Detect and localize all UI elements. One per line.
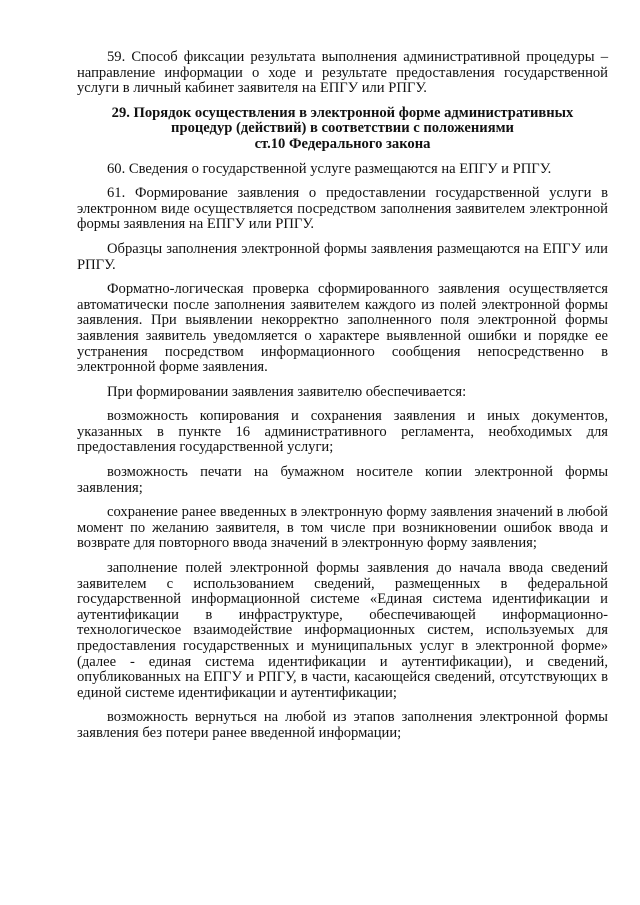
list-item-autofill: заполнение полей электронной формы заявления до начала ввода сведений заявителем с использованием сведений, размещенных в федеральной государственной информационной системе «Единая система идентификации и аутентификации в инфраструктуре, обеспечивающей информационно-технологическое взаимодействие информационных систем, используемых для предоставления государственных и муниципальных услуг в электронной форме» (далее - единая система идентификации и аутентификации), и сведений, опубликованных на ЕПГУ и РПГУ, в части, касающейся сведений, отсутствующих в единой системе идентификации и аутентификации; (77, 560, 608, 701)
section-title-line-1: 29. Порядок осуществления в электронной форме административных (111, 104, 574, 121)
paragraph-provided-intro: При формировании заявления заявителю обеспечивается: (107, 383, 467, 400)
list-item-print: возможность печати на бумажном носителе копии электронной формы заявления; (77, 464, 608, 496)
list-item-copy: возможность копирования и сохранения заявления и иных документов, указанных в пункте 16 административного регламента, необходимых для предоставления государственной услуги; (77, 408, 608, 456)
list-item-save: сохранение ранее введенных в электронную форму заявления значений в любой момент по желанию заявителя, в том числе при возникновении ошибок ввода и возврате для повторного ввода значений в электронную форму заявления; (77, 504, 608, 552)
paragraph-60: 60. Сведения о государственной услуге размещаются на ЕПГУ и РПГУ. (107, 160, 552, 177)
paragraph-samples: Образцы заполнения электронной формы заявления размещаются на ЕПГУ или РПГУ. (77, 240, 608, 273)
document-body (77, 50, 608, 751)
section-title-line-3: ст.10 Федерального закона (254, 135, 431, 152)
section-title (77, 106, 608, 153)
paragraph-59: 59. Способ фиксации результата выполнения административной процедуры – направление информации о ходе и результате предоставления государственной услуги в личный кабинет заявителя на ЕПГУ или РПГУ. (77, 49, 608, 97)
section-title-line-2: процедур (действий) в соответствии с положениями (171, 120, 514, 137)
paragraph-61: 61. Формирование заявления о предоставлении государственной услуги в электронном виде осуществляется посредством заполнения заявителем электронной формы заявления на ЕПГУ или РПГУ. (77, 185, 608, 233)
paragraph-format-check: Форматно-логическая проверка сформированного заявления осуществляется автоматически после заполнения заявителем каждого из полей электронной формы заявления. При выявлении некорректно заполненного поля электронной формы заявления заявитель уведомляется о характере выявленной ошибки и порядке ее устранения посредством информационного сообщения непосредственно в электронной форме заявления. (77, 281, 608, 376)
list-item-return: возможность вернуться на любой из этапов заполнения электронной формы заявления без потери ранее введенной информации; (77, 709, 608, 741)
